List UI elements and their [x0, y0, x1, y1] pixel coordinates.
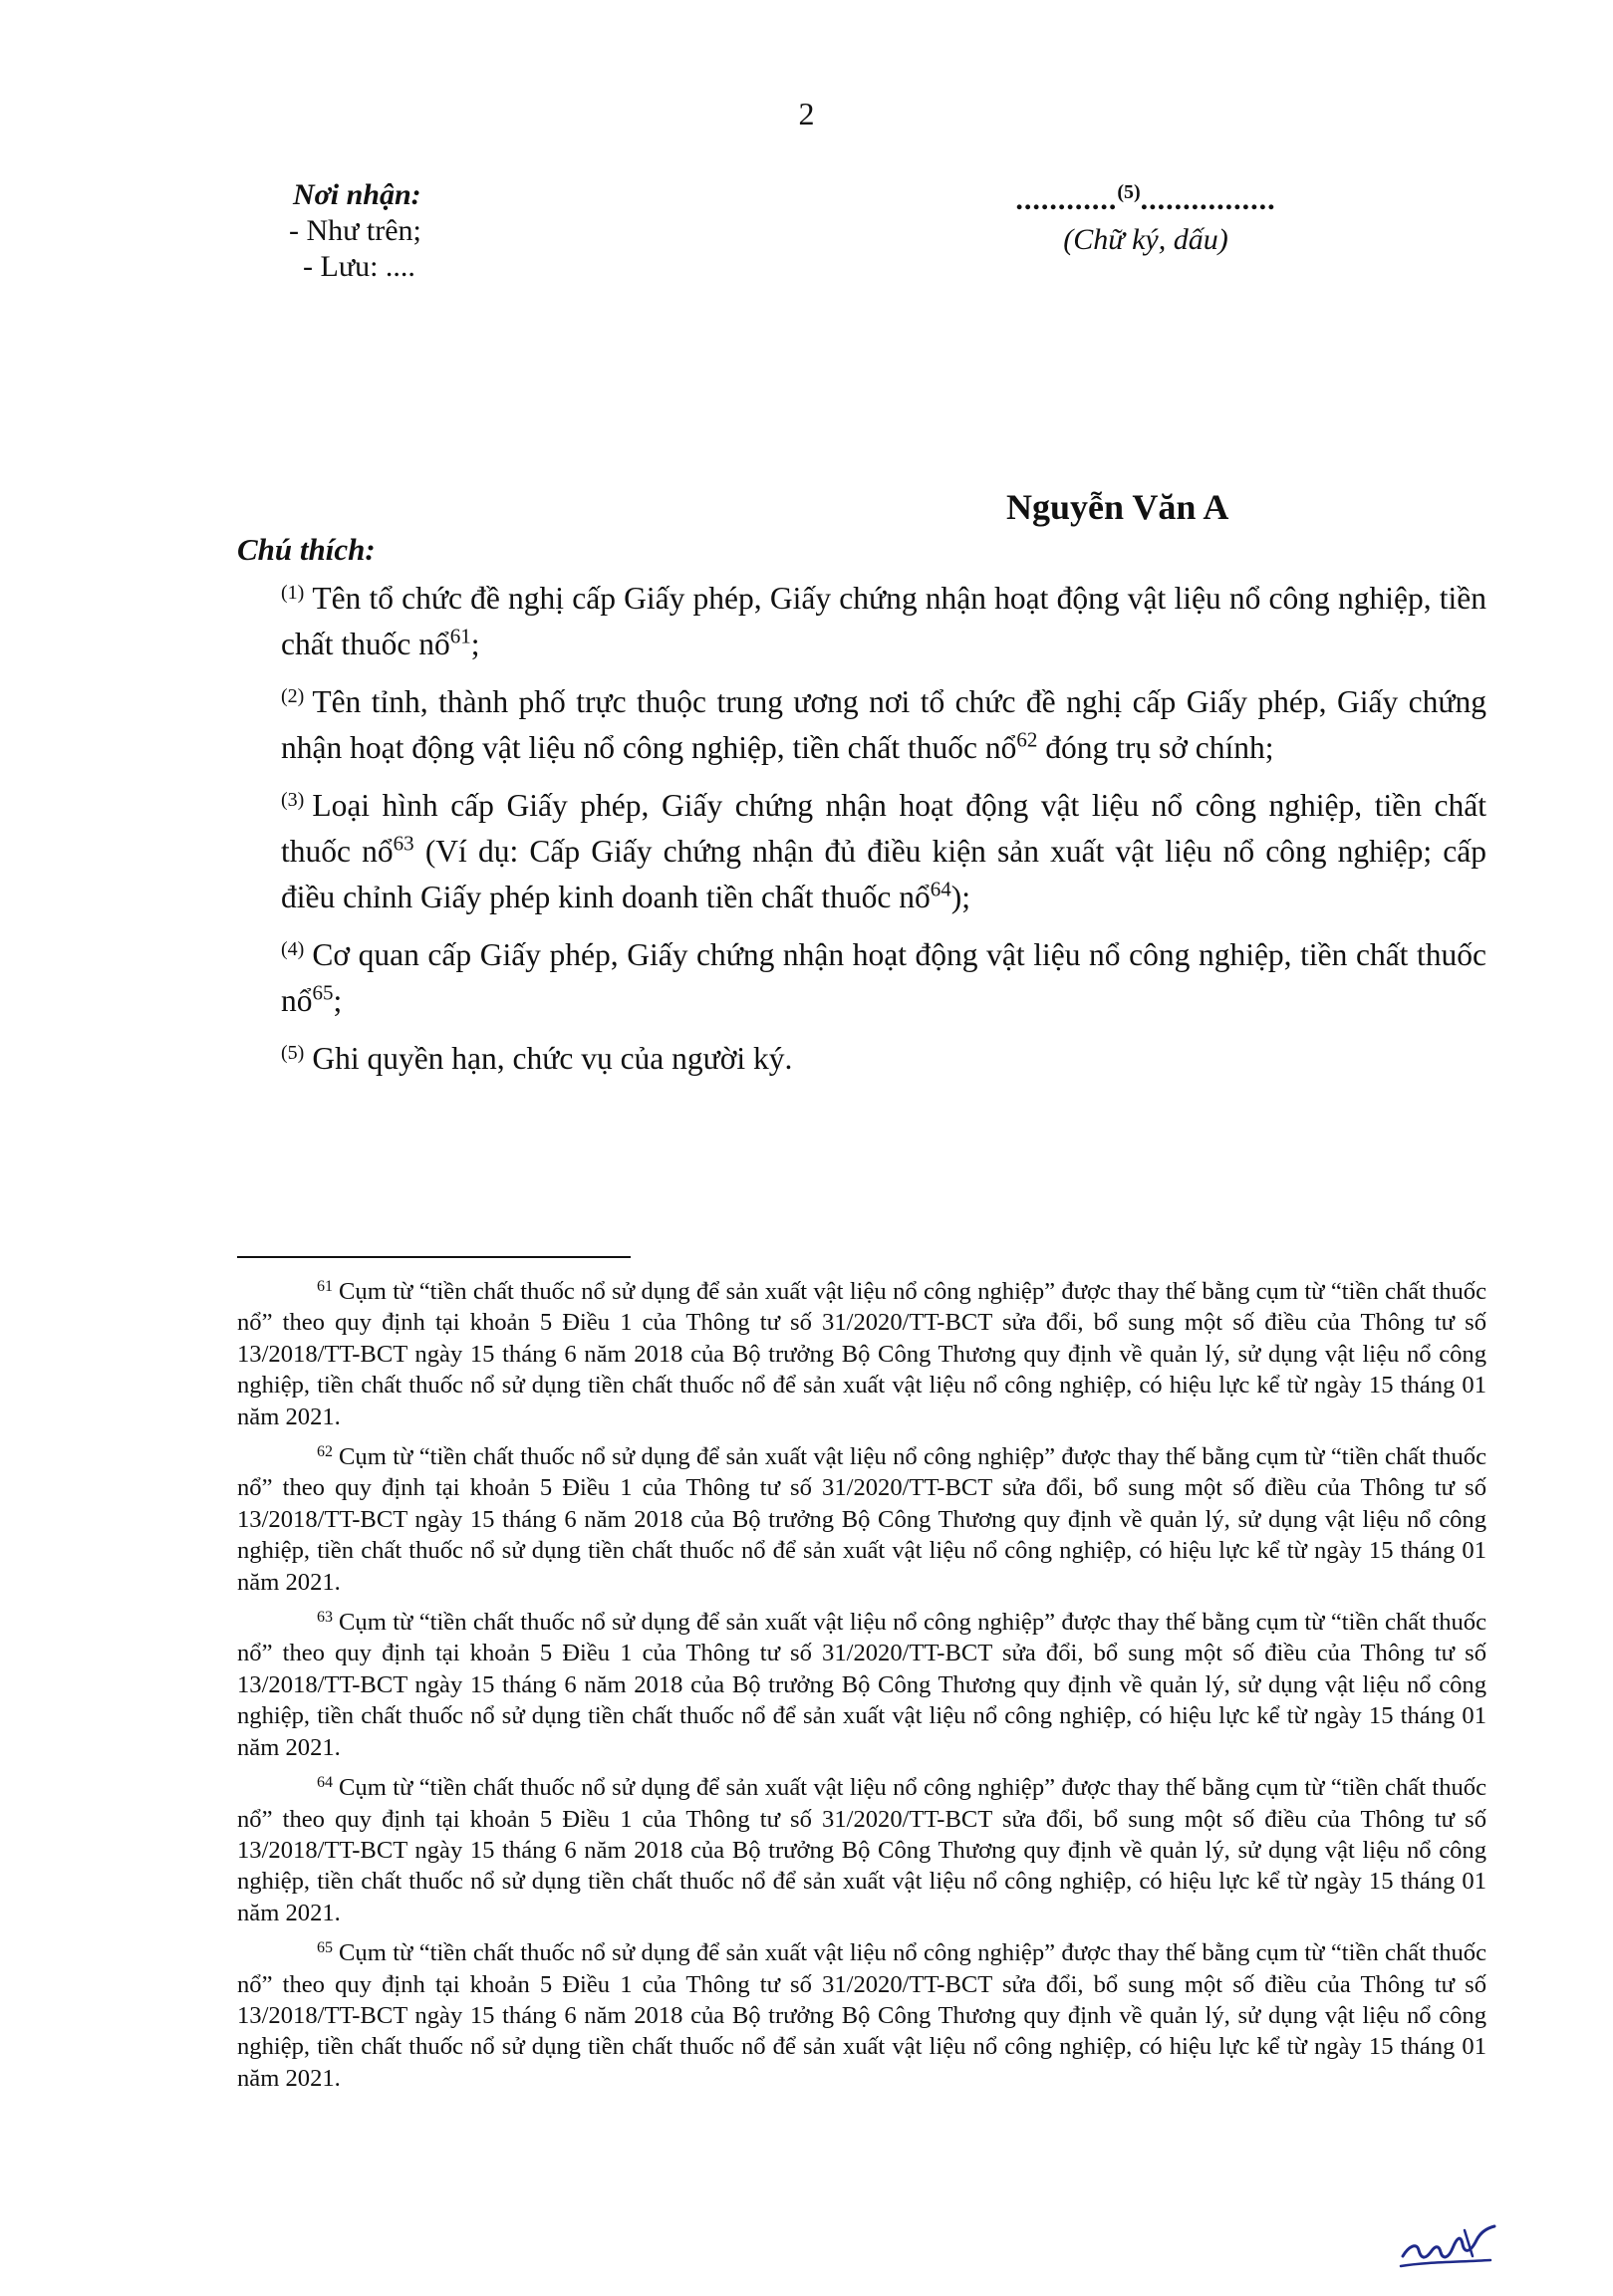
note-item — [281, 570, 1486, 667]
footnote-separator — [237, 1256, 631, 1258]
recipient-item: - Như trên; — [289, 214, 421, 247]
recipients-block — [289, 177, 421, 285]
footnote — [237, 1271, 1486, 1432]
footnote-number: 61 — [317, 1278, 333, 1295]
footnote-ref: 65 — [312, 980, 334, 1005]
footnote-text: Cụm từ “tiền chất thuốc nổ sử dụng để sản xuất vật liệu nổ công nghiệp” được thay thế bằng cụm từ “tiền chất thuốc nổ” theo quy định tại khoản 5 Điều 1 của Thông tư số 31/2020/TT-BCT sửa đổi, bổ sung một số điều của Thông tư số 13/2018/TT-BCT ngày 15 tháng 6 năm 2018 của Bộ trưởng Bộ Công Thương quy định về quản lý, sử dụng vật liệu nổ công nghiệp, tiền chất thuốc nổ sử dụng tiền chất thuốc nổ để sản xuất vật liệu nổ công nghiệp, có hiệu lực kể từ ngày 15 tháng 01 năm 2021. — [237, 1774, 1486, 1926]
footnote-text: Cụm từ “tiền chất thuốc nổ sử dụng để sản xuất vật liệu nổ công nghiệp” được thay thế bằng cụm từ “tiền chất thuốc nổ” theo quy định tại khoản 5 Điều 1 của Thông tư số 31/2020/TT-BCT sửa đổi, bổ sung một số điều của Thông tư số 13/2018/TT-BCT ngày 15 tháng 6 năm 2018 của Bộ trưởng Bộ Công Thương quy định về quản lý, sử dụng vật liệu nổ công nghiệp, tiền chất thuốc nổ sử dụng tiền chất thuốc nổ để sản xuất vật liệu nổ công nghiệp, có hiệu lực kể từ ngày 15 tháng 01 năm 2021. — [237, 1609, 1486, 1761]
note-tail: đóng trụ sở chính; — [1037, 730, 1274, 765]
note-text: Tên tỉnh, thành phố trực thuộc trung ương nơi tổ chức đề nghị cấp Giấy phép, Giấy chứng nhận hoạt động vật liệu nổ công nghiệp, tiền chất thuốc nổ — [281, 684, 1486, 765]
note-item — [281, 673, 1486, 771]
signature-dots: ................ — [1140, 183, 1276, 216]
recipient-item: - Lưu: .... — [303, 250, 415, 283]
footnote-ref: 61 — [449, 624, 471, 648]
note-tail: ); — [950, 880, 970, 914]
footnote — [237, 1436, 1486, 1598]
note-text: Cơ quan cấp Giấy phép, Giấy chứng nhận hoạt động vật liệu nổ công nghiệp, tiền chất thuốc nổ — [281, 937, 1486, 1018]
footnote-number: 65 — [317, 1939, 333, 1957]
note-text: Ghi quyền hạn, chức vụ của người ký. — [312, 1041, 793, 1076]
footnote-number: 64 — [317, 1774, 333, 1792]
footnote — [237, 1602, 1486, 1763]
recipients-heading: Nơi nhận: — [293, 178, 421, 211]
footnote-ref: 64 — [930, 877, 951, 901]
note-marker: (4) — [281, 938, 305, 960]
signature-marker: (5) — [1117, 181, 1141, 203]
note-mid: (Ví dụ: Cấp Giấy chứng nhận đủ điều kiện sản xuất vật liệu nổ công nghiệp; cấp điều chỉnh Giấy phép kinh doanh tiền chất thuốc nổ — [281, 834, 1486, 914]
footnote-number: 62 — [317, 1443, 333, 1461]
note-marker: (2) — [281, 685, 305, 707]
signer-name: Nguyễn Văn A — [1006, 487, 1229, 527]
footnote — [237, 1767, 1486, 1928]
note-text: Loại hình cấp Giấy phép, Giấy chứng nhận hoạt động vật liệu nổ công nghiệp, tiền chất thuốc nổ — [281, 788, 1486, 869]
initials-signature-mark — [1395, 2216, 1504, 2276]
footnote-ref: 62 — [1016, 727, 1038, 752]
footnote-ref: 63 — [393, 831, 414, 856]
note-text: Tên tổ chức đề nghị cấp Giấy phép, Giấy chứng nhận hoạt động vật liệu nổ công nghiệp, tiền chất thuốc nổ — [281, 581, 1486, 661]
note-tail: ; — [470, 627, 480, 661]
page-number: 2 — [798, 96, 815, 131]
note-marker: (3) — [281, 789, 305, 811]
footnote-text: Cụm từ “tiền chất thuốc nổ sử dụng để sản xuất vật liệu nổ công nghiệp” được thay thế bằng cụm từ “tiền chất thuốc nổ” theo quy định tại khoản 5 Điều 1 của Thông tư số 31/2020/TT-BCT sửa đổi, bổ sung một số điều của Thông tư số 13/2018/TT-BCT ngày 15 tháng 6 năm 2018 của Bộ trưởng Bộ Công Thương quy định về quản lý, sử dụng vật liệu nổ công nghiệp, tiền chất thuốc nổ sử dụng tiền chất thuốc nổ để sản xuất vật liệu nổ công nghiệp, có hiệu lực kể từ ngày 15 tháng 01 năm 2021. — [237, 1939, 1486, 2092]
note-tail: ; — [333, 983, 343, 1018]
signature-note: (Chữ ký, dấu) — [1063, 223, 1228, 256]
note-item — [281, 1030, 1486, 1082]
note-item — [281, 777, 1486, 920]
footnote-text: Cụm từ “tiền chất thuốc nổ sử dụng để sản xuất vật liệu nổ công nghiệp” được thay thế bằng cụm từ “tiền chất thuốc nổ” theo quy định tại khoản 5 Điều 1 của Thông tư số 31/2020/TT-BCT sửa đổi, bổ sung một số điều của Thông tư số 13/2018/TT-BCT ngày 15 tháng 6 năm 2018 của Bộ trưởng Bộ Công Thương quy định về quản lý, sử dụng vật liệu nổ công nghiệp, tiền chất thuốc nổ sử dụng tiền chất thuốc nổ để sản xuất vật liệu nổ công nghiệp, có hiệu lực kể từ ngày 15 tháng 01 năm 2021. — [237, 1443, 1486, 1596]
note-marker: (1) — [281, 582, 305, 604]
signature-block — [937, 171, 1355, 261]
footnote-text: Cụm từ “tiền chất thuốc nổ sử dụng để sản xuất vật liệu nổ công nghiệp” được thay thế bằng cụm từ “tiền chất thuốc nổ” theo quy định tại khoản 5 Điều 1 của Thông tư số 31/2020/TT-BCT sửa đổi, bổ sung một số điều của Thông tư số 13/2018/TT-BCT ngày 15 tháng 6 năm 2018 của Bộ trưởng Bộ Công Thương quy định về quản lý, sử dụng vật liệu nổ công nghiệp, tiền chất thuốc nổ sử dụng tiền chất thuốc nổ để sản xuất vật liệu nổ công nghiệp, có hiệu lực kể từ ngày 15 tháng 01 năm 2021. — [237, 1278, 1486, 1430]
note-marker: (5) — [281, 1042, 305, 1064]
notes-heading: Chú thích: — [237, 532, 376, 567]
signature-title-line — [937, 171, 1355, 221]
footnotes-list — [237, 1271, 1486, 2098]
footnote-number: 63 — [317, 1609, 333, 1627]
note-item — [281, 926, 1486, 1024]
footnote — [237, 1932, 1486, 2094]
notes-list — [281, 570, 1486, 1088]
signature-dots: ............ — [1015, 183, 1118, 216]
